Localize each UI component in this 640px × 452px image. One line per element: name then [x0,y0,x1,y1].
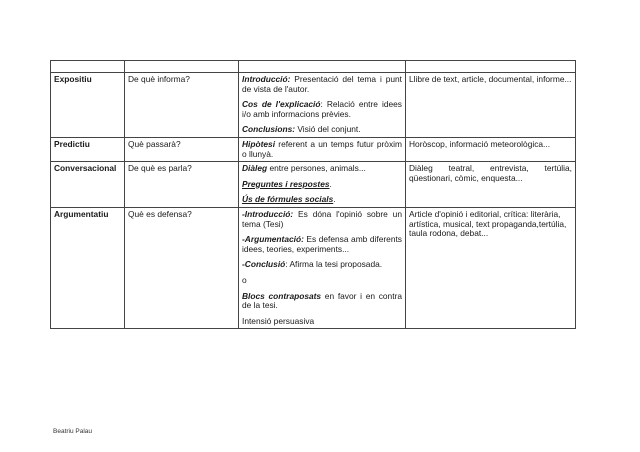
structure-item [242,75,402,94]
question-cell: De què informa? [125,73,239,138]
structure-text: entre persones, animals... [267,163,366,174]
structure-text: . [333,194,336,205]
structure-text: . [329,178,332,189]
examples-cell: Horòscop, informació meteorològica... [406,137,576,161]
text-type-cell: Conversacional [51,162,125,208]
structure-head: Hipòtesi [242,138,276,149]
structure-head: -Conclusió [242,259,286,270]
structure-item [242,260,402,270]
structure-head: Introducció: [242,74,291,84]
structure-text: Es dóna l'opinió sobre un tema (Tesi) [242,208,402,229]
structure-text: referent a un temps futur pròxim o llunyà. [242,138,402,159]
structure-cell [239,207,406,328]
structure-head: -Argumentació: [242,234,304,245]
structure-text: : Relació entre idees i/o amb informacions prèvies. [242,99,402,119]
examples-cell: Article d'opinió i editorial, crítica: literària, artística, musical, text propaganda,tertúlia, taula rodona, debat... [406,207,576,328]
structure-item [242,292,402,311]
structure-head: Preguntes i respostes [242,178,330,189]
structure-item [242,276,402,286]
structure-item [242,164,402,174]
structure-item [242,210,402,229]
structure-cell [239,162,406,208]
structure-text: o [242,274,247,285]
structure-item [242,125,402,135]
text-type-cell: Predictiu [51,137,125,161]
question-cell: Què passarà? [125,137,239,161]
table-row [51,73,576,138]
table-row [51,137,576,161]
examples-cell: Llibre de text, article, documental, informe... [406,73,576,138]
structure-text: Presentació del tema i punt de vista de l'autor. [242,74,402,94]
structure-head: -Introducció: [242,208,294,219]
structure-text: en favor i en contra de la tesi. [242,290,402,311]
structure-cell [239,137,406,161]
empty-header-row [51,61,576,73]
structure-head: Conclusions: [242,124,296,135]
text-type-cell: Expositiu [51,73,125,138]
structure-item [242,195,402,205]
structure-head: Blocs contraposats [242,290,322,301]
structure-text: Es defensa amb diferents idees, teories, experiments... [242,234,402,254]
text-types-table [50,60,576,329]
structure-head: Cos de l'explicació [242,99,321,110]
structure-text: : Afirma la tesi proposada. [285,259,383,270]
structure-cell [239,73,406,138]
structure-item [242,317,402,327]
question-cell: Què es defensa? [125,207,239,328]
structure-head: Ús de fórmules socials [242,194,334,205]
structure-item [242,235,402,254]
text-type-cell: Argumentatiu [51,207,125,328]
table-row [51,162,576,208]
structure-item [242,140,402,159]
structure-head: Diàleg [242,163,268,174]
table-row [51,207,576,328]
structure-text: Intensió persuasiva [242,315,315,326]
examples-cell: Diàleg teatral, entrevista, tertúlia, qüestionari, còmic, enquesta... [406,162,576,208]
structure-text: Visió del conjunt. [295,124,361,135]
question-cell: De què es parla? [125,162,239,208]
footer-author: Beatriu Palau [53,428,93,435]
structure-item [242,100,402,119]
structure-item [242,180,402,190]
